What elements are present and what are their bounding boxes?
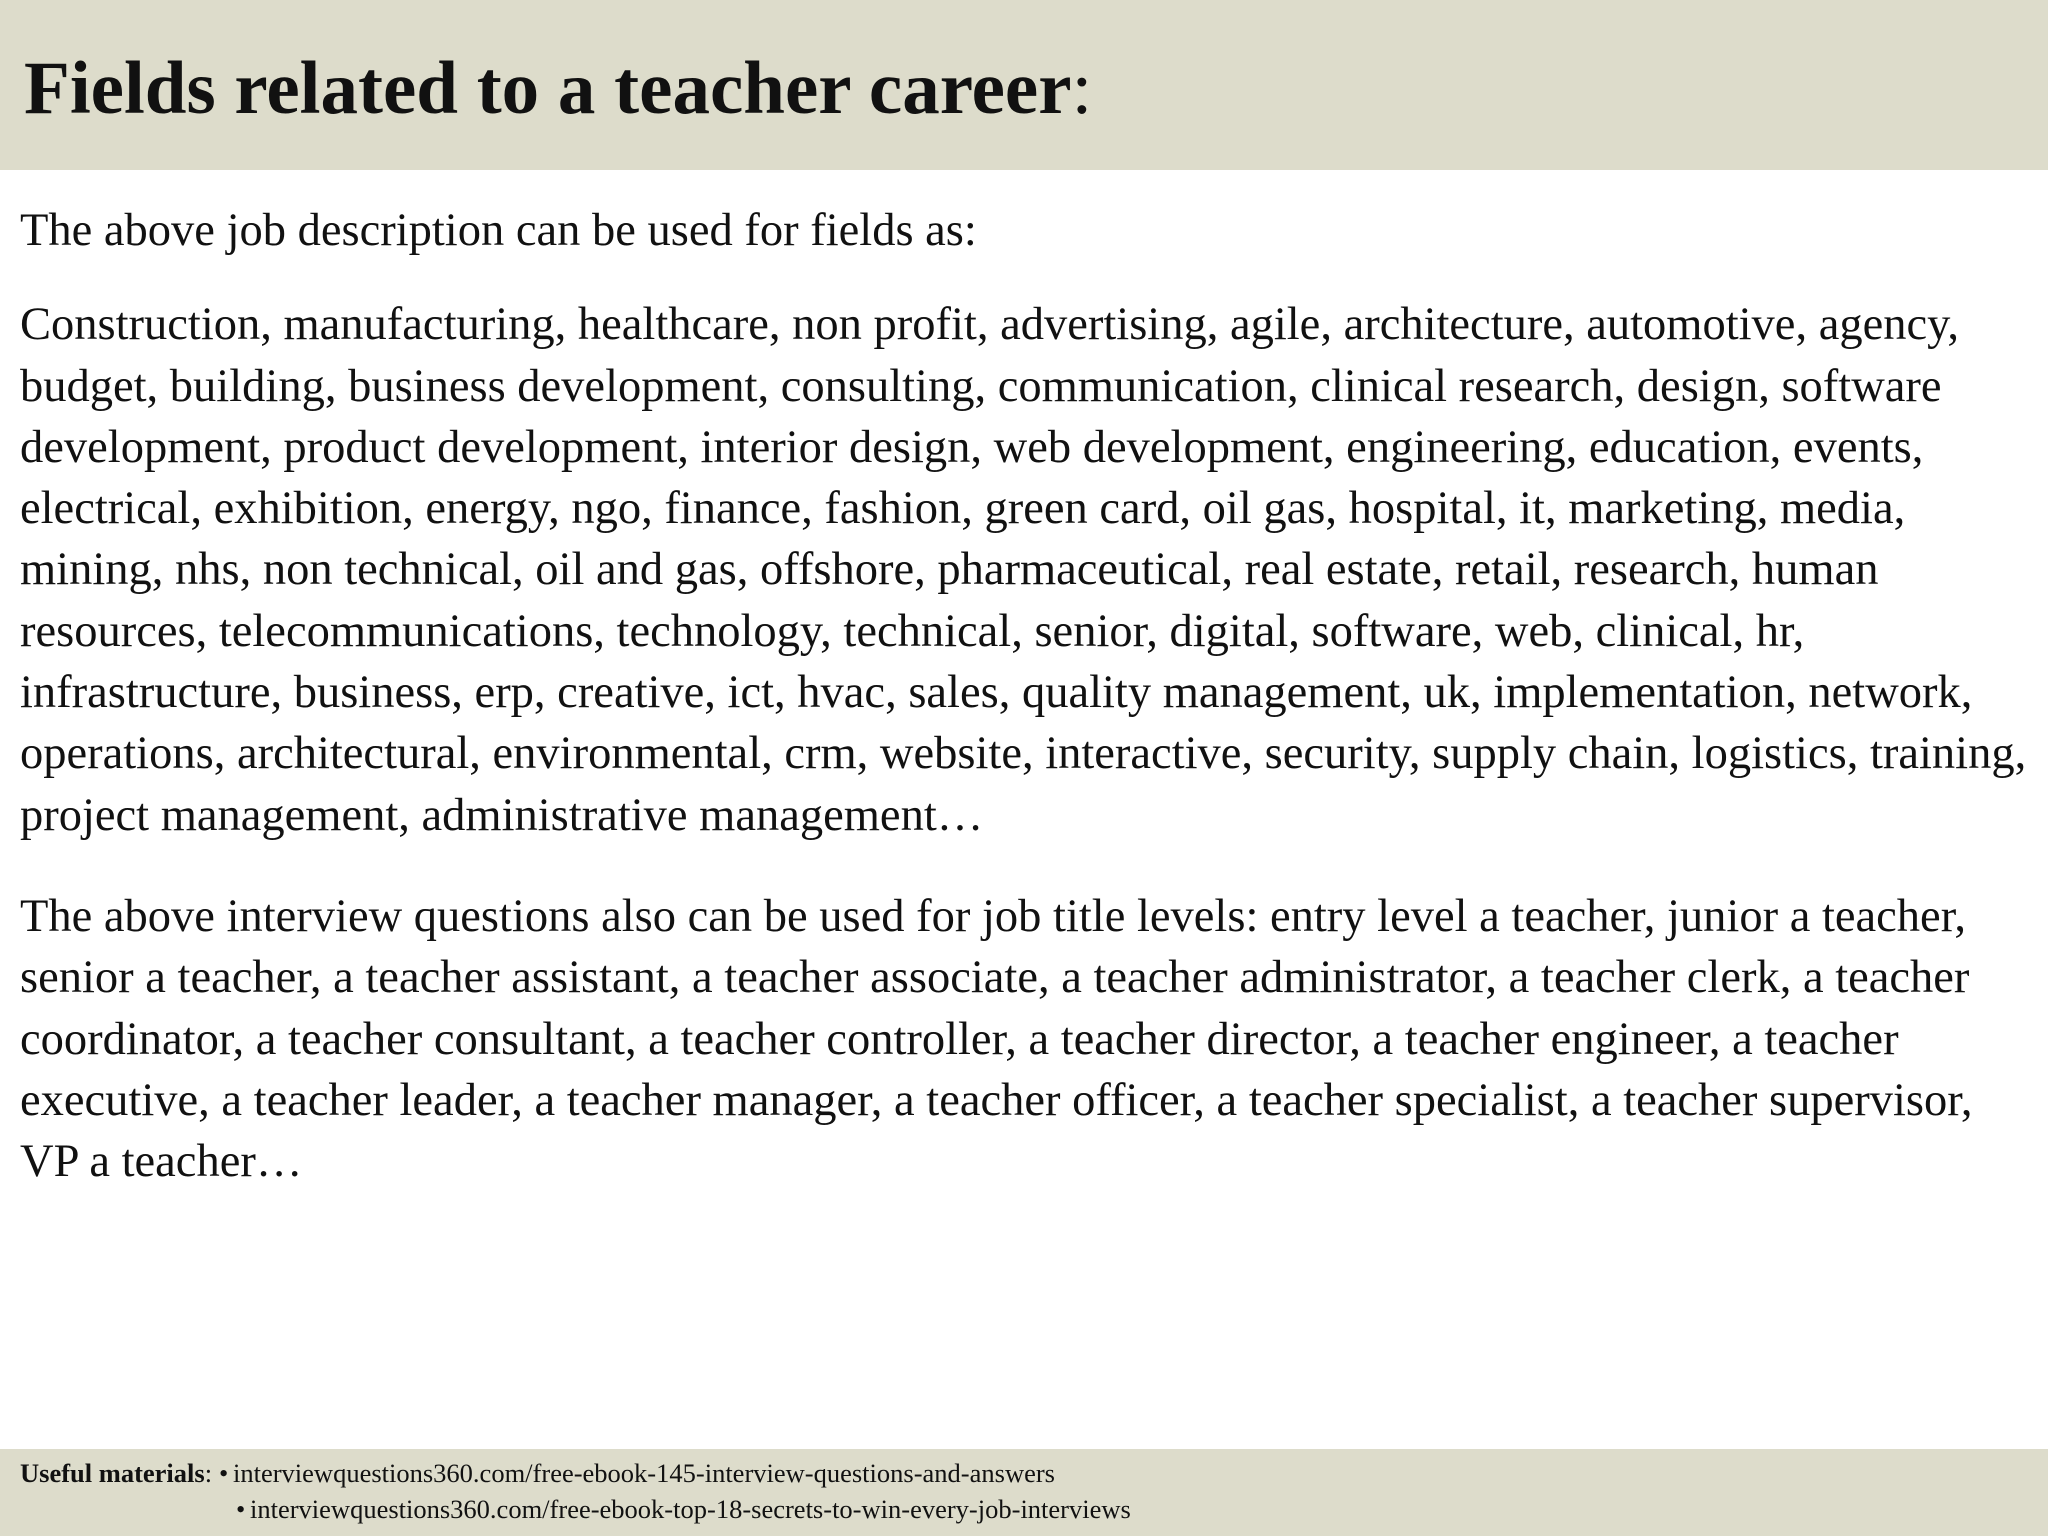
intro-text: The above job description can be used for fields as: [20,205,977,256]
footer-link[interactable]: interviewquestions360.com/free-ebook-top-18-secrets-to-win-every-job-interviews [250,1494,1131,1524]
bullet-icon: • [219,1458,229,1488]
page-title [24,44,1092,134]
page-title-text: Fields related to a teacher career [24,47,1072,130]
bullet-icon: • [236,1494,246,1524]
footer-link[interactable]: interviewquestions360.com/free-ebook-145-interview-questions-and-answers [233,1458,1055,1488]
page-title-colon: : [1071,47,1093,130]
footer-row [20,1491,1131,1527]
slide-body [20,200,2028,1192]
job-levels-paragraph: The above interview questions also can be used for job title levels: entry level a teacher, junior a teacher, senior a teacher, a teacher assistant, a teacher associate, a teacher administrator, a teacher clerk, a teacher coordinator, a teacher consultant, a teacher controller, a teacher director, a teacher engineer, a teacher executive, a teacher leader, a teacher manager, a teacher officer, a teacher specialist, a teacher supervisor, VP a teacher… [20,890,1973,1188]
footer-bar [0,1449,2048,1536]
footer-row [20,1455,1055,1491]
useful-materials-label: Useful materials: [20,1458,213,1488]
fields-list-paragraph: Construction, manufacturing, healthcare, non profit, advertising, agile, architecture, automotive, agency, budget, building, business development, consulting, communication, clinical research, design, software development, product development, interior design, web development, engineering, education, events, electrical, exhibition, energy, ngo, finance, fashion, green card, oil gas, hospital, it, marketing, media, mining, nhs, non technical, oil and gas, offshore, pharmaceutical, real estate, retail, research, human resources, telecommunications, technology, technical, senior, digital, software, web, clinical, hr, infrastructure, business, erp, creative, ict, hvac, sales, quality management, uk, implementation, network, operations, architectural, environmental, crm, website, interactive, security, supply chain, logistics, training, project management, administrative management… [20,299,2027,841]
title-bar [0,0,2048,170]
